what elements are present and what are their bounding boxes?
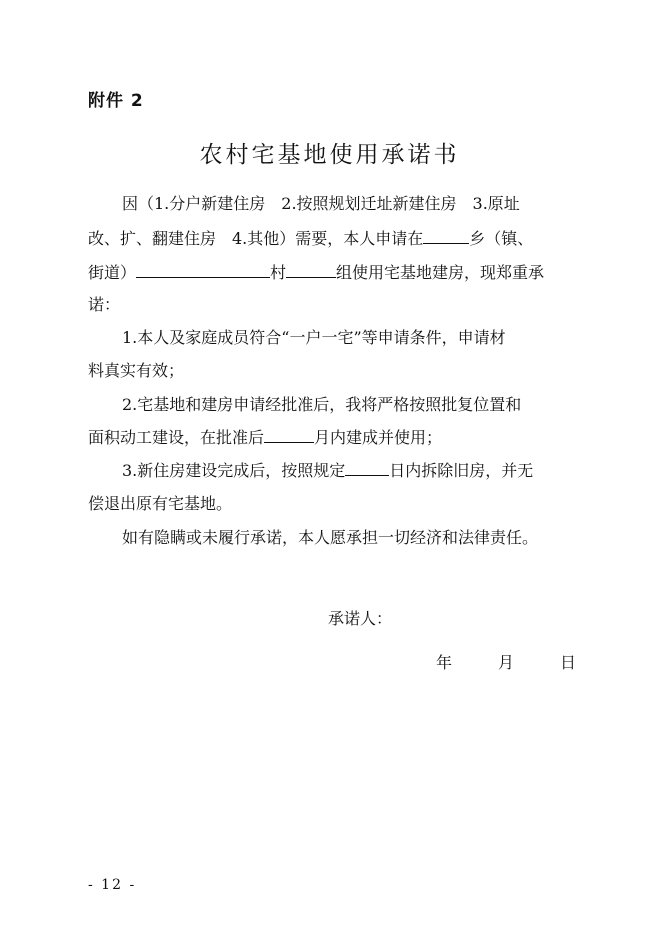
date-day: 日 [560,653,577,672]
group-blank [286,263,336,278]
item-2-line-2-text: 面积动工建设，在批准后 [88,428,265,447]
date-month: 月 [498,653,515,672]
item-3-line-2: 偿退出原有宅基地。 [88,494,233,513]
item-2-line-2-suffix: 月内建成并使用； [314,428,443,447]
signature-label: 承诺人： [328,609,393,628]
intro-line-3 [88,263,544,283]
date-year: 年 [436,653,453,672]
page-number: - 12 - [88,877,137,893]
intro-line-4: 诺： [88,295,121,314]
item-2-line-1: 2.宅基地和建房申请经批准后，我将严格按照批复位置和 [122,395,522,414]
intro-line-2 [88,229,533,249]
village-label: 村 [270,263,287,282]
document-title: 农村宅基地使用承诺书 [199,142,460,168]
intro-line-3-prefix: 街道） [88,263,137,282]
closing-statement: 如有隐瞒或未履行承诺，本人愿承担一切经济和法律责任。 [122,528,539,547]
months-blank [264,428,314,443]
intro-line-2-suffix: 乡（镇、 [469,229,534,248]
township-blank [423,229,469,244]
item-1-line-2: 料真实有效； [88,361,185,380]
days-blank [345,461,389,476]
item-2-line-2 [88,428,442,448]
intro-line-1: 因（1.分户新建住房 2.按照规划迁址新建住房 3.原址 [122,194,520,213]
item-1-line-1: 1.本人及家庭成员符合“一户一宅”等申请条件，申请材 [122,328,506,347]
attachment-label: 附件 2 [88,91,144,111]
item-3-line-1-text: 3.新住房建设完成后，按照规定 [122,461,346,480]
street-blank [136,263,270,278]
item-3-line-1 [122,461,533,481]
item-3-line-1-suffix: 日内拆除旧房，并无 [389,461,534,480]
intro-line-2-text: 改、扩、翻建住房 4.其他）需要，本人申请在 [88,229,424,248]
intro-line-3-suffix: 组使用宅基地建房，现郑重承 [336,263,545,282]
